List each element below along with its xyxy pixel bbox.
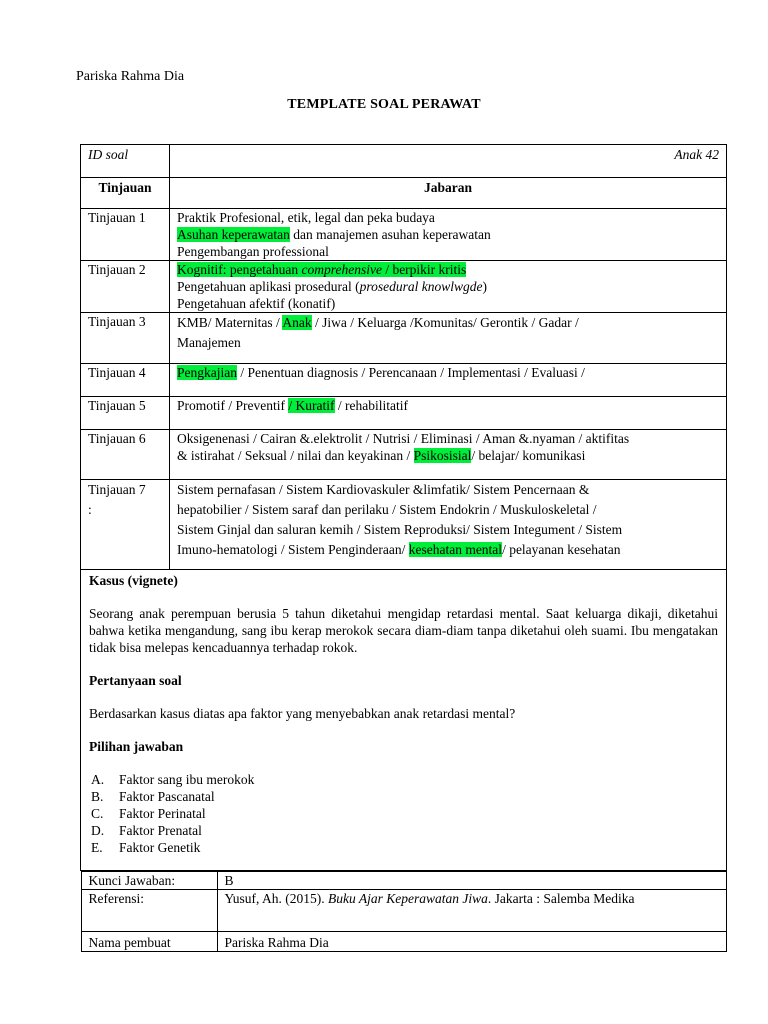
t7-line2: hepatobilier / Sistem saraf dan perilaku / Sistem Endokrin / Muskuloskeletal / bbox=[177, 502, 597, 517]
tinjauan-1-label: Tinjauan 1 bbox=[81, 209, 170, 261]
t1-highlight: Asuhan keperawatan bbox=[177, 227, 290, 242]
t2-line3: Pengetahuan afektif (konatif) bbox=[177, 296, 336, 311]
t2-l1a: Kognitif: pengetahuan bbox=[177, 262, 302, 277]
option-c bbox=[89, 805, 718, 822]
kasus-heading: Kasus (vignete) bbox=[89, 573, 178, 588]
t2-l2a: Pengetahuan aplikasi prosedural ( bbox=[177, 279, 360, 294]
tinjauan-3-row bbox=[81, 313, 727, 364]
option-text: Faktor sang ibu merokok bbox=[119, 772, 255, 787]
tinjauan-1-row bbox=[81, 209, 727, 261]
t7-line3: Sistem Ginjal dan saluran kemih / Sistem Reproduksi/ Sistem Integument / Sistem bbox=[177, 522, 623, 537]
t2-l2b: prosedural knowlwgde bbox=[359, 279, 483, 294]
tinjauan-6-content bbox=[170, 430, 727, 480]
option-a bbox=[89, 771, 718, 788]
referensi-label: Referensi: bbox=[81, 890, 217, 932]
kunci-value: B bbox=[217, 872, 726, 890]
question-heading: Pertanyaan soal bbox=[89, 673, 182, 688]
tinjauan-3-label: Tinjauan 3 bbox=[81, 313, 170, 364]
t3-highlight: Anak bbox=[282, 315, 312, 330]
footer-row bbox=[81, 871, 727, 953]
t4-rest: / Penentuan diagnosis / Perencanaan / Implementasi / Evaluasi / bbox=[237, 365, 585, 380]
referensi-value bbox=[217, 890, 726, 932]
ref-author: Yusuf, Ah. (2015). bbox=[224, 891, 328, 906]
t6-l2a: & istirahat / Seksual / nilai dan keyakinan / bbox=[177, 448, 414, 463]
t3-b: / Jiwa / Keluarga /Komunitas/ Gerontik / Gadar / bbox=[311, 315, 579, 330]
ref-book-title: Buku Ajar Keperawatan Jiwa bbox=[328, 891, 488, 906]
t6-highlight: Psikosisial bbox=[413, 448, 472, 463]
t3-a: KMB/ Maternitas / bbox=[177, 315, 283, 330]
t2-l1c: / berpikir kritis bbox=[381, 262, 467, 277]
tinjauan-6-label: Tinjauan 6 bbox=[81, 430, 170, 480]
tinjauan-2-row bbox=[81, 261, 727, 313]
option-text: Faktor Genetik bbox=[119, 840, 201, 855]
t7-highlight: kesehatan mental bbox=[408, 542, 503, 557]
option-b bbox=[89, 788, 718, 805]
option-d bbox=[89, 822, 718, 839]
t7-line1: Sistem pernafasan / Sistem Kardiovaskuler &limfatik/ Sistem Pencernaan & bbox=[177, 482, 590, 497]
t6-l2b: / belajar/ komunikasi bbox=[471, 448, 586, 463]
tinjauan-5-content bbox=[170, 397, 727, 430]
tinjauan-4-label: Tinjauan 4 bbox=[81, 364, 170, 397]
id-label: ID soal bbox=[81, 145, 170, 178]
question-template-table bbox=[80, 144, 727, 952]
tinjauan-7-colon: : bbox=[88, 502, 92, 517]
tinjauan-7-row bbox=[81, 480, 727, 570]
option-letter: E. bbox=[91, 840, 103, 855]
option-e bbox=[89, 839, 718, 856]
tinjauan-5-row bbox=[81, 397, 727, 430]
t1-line2-rest: dan manajemen asuhan keperawatan bbox=[289, 227, 491, 242]
t1-line2 bbox=[177, 226, 719, 243]
t7-line4 bbox=[177, 540, 719, 560]
referensi-row bbox=[81, 890, 726, 932]
option-letter: B. bbox=[91, 789, 104, 804]
header-jabaran: Jabaran bbox=[170, 178, 727, 209]
t6-line2 bbox=[177, 447, 719, 464]
tinjauan-5-label: Tinjauan 5 bbox=[81, 397, 170, 430]
kunci-label: Kunci Jawaban: bbox=[81, 872, 217, 890]
t6-line1: Oksigenenasi / Cairan &.elektrolit / Nutrisi / Eliminasi / Aman &.nyaman / aktifitas bbox=[177, 431, 630, 446]
question-text: Berdasarkan kasus diatas apa faktor yang menyebabkan anak retardasi mental? bbox=[89, 706, 516, 721]
t2-l2c: ) bbox=[482, 279, 487, 294]
header-row bbox=[81, 178, 727, 209]
tinjauan-7-label-cell bbox=[81, 480, 170, 570]
kasus-cell bbox=[81, 570, 727, 871]
tinjauan-6-row bbox=[81, 430, 727, 480]
t3-line1 bbox=[177, 313, 719, 333]
t2-l1b: comprehensive bbox=[301, 262, 382, 277]
kasus-text: Seorang anak perempuan berusia 5 tahun diketahui mengidap retardasi mental. Saat keluarga dikaji, diketahui bahwa ketika mengandung, sang ibu kerap merokok secara diam-diam tanpa diketahui oleh suami. Ibu mengatakan tidak bisa melepas kencaduannya terhadap rokok. bbox=[89, 606, 718, 655]
answer-options bbox=[89, 771, 718, 856]
document-title: TEMPLATE SOAL PERAWAT bbox=[287, 97, 481, 112]
tinjauan-2-label: Tinjauan 2 bbox=[81, 261, 170, 313]
tinjauan-1-content bbox=[170, 209, 727, 261]
t5-a: Promotif / Preventif bbox=[177, 398, 289, 413]
kunci-row bbox=[81, 872, 726, 890]
pembuat-label: Nama pembuat bbox=[81, 932, 217, 952]
t7-l4b: / pelayanan kesehatan bbox=[502, 542, 621, 557]
option-text: Faktor Pascanatal bbox=[119, 789, 215, 804]
tinjauan-7-label: Tinjauan 7 bbox=[88, 482, 146, 497]
footer-cell bbox=[81, 871, 727, 953]
t4-highlight: Pengkajian bbox=[177, 365, 237, 380]
id-value: Anak 42 bbox=[170, 145, 727, 178]
t2-line1 bbox=[177, 261, 719, 278]
option-letter: D. bbox=[91, 823, 105, 838]
pembuat-row bbox=[81, 932, 726, 952]
kasus-row bbox=[81, 570, 727, 871]
id-row bbox=[81, 145, 727, 178]
t2-highlight bbox=[177, 262, 466, 277]
tinjauan-4-row bbox=[81, 364, 727, 397]
option-text: Faktor Perinatal bbox=[119, 806, 206, 821]
t7-l4a: Imuno-hematologi / Sistem Penginderaan/ bbox=[177, 542, 409, 557]
t5-highlight: / Kuratif bbox=[288, 398, 335, 413]
header-tinjauan: Tinjauan bbox=[81, 178, 170, 209]
author-name: Pariska Rahma Dia bbox=[76, 69, 185, 84]
pembuat-value: Pariska Rahma Dia bbox=[217, 932, 726, 952]
tinjauan-3-content bbox=[170, 313, 727, 364]
tinjauan-7-content bbox=[170, 480, 727, 570]
tinjauan-2-content bbox=[170, 261, 727, 313]
t5-b: / rehabilitatif bbox=[334, 398, 408, 413]
footer-table bbox=[81, 871, 727, 952]
t2-line2 bbox=[177, 278, 719, 295]
t3-line2: Manajemen bbox=[177, 335, 241, 350]
options-heading: Pilihan jawaban bbox=[89, 739, 184, 754]
t1-line3: Pengembangan professional bbox=[177, 244, 329, 259]
tinjauan-4-content bbox=[170, 364, 727, 397]
option-letter: C. bbox=[91, 806, 104, 821]
option-text: Faktor Prenatal bbox=[119, 823, 202, 838]
ref-publisher: . Jakarta : Salemba Medika bbox=[487, 891, 635, 906]
option-letter: A. bbox=[91, 772, 105, 787]
t1-line1: Praktik Profesional, etik, legal dan peka budaya bbox=[177, 210, 435, 225]
